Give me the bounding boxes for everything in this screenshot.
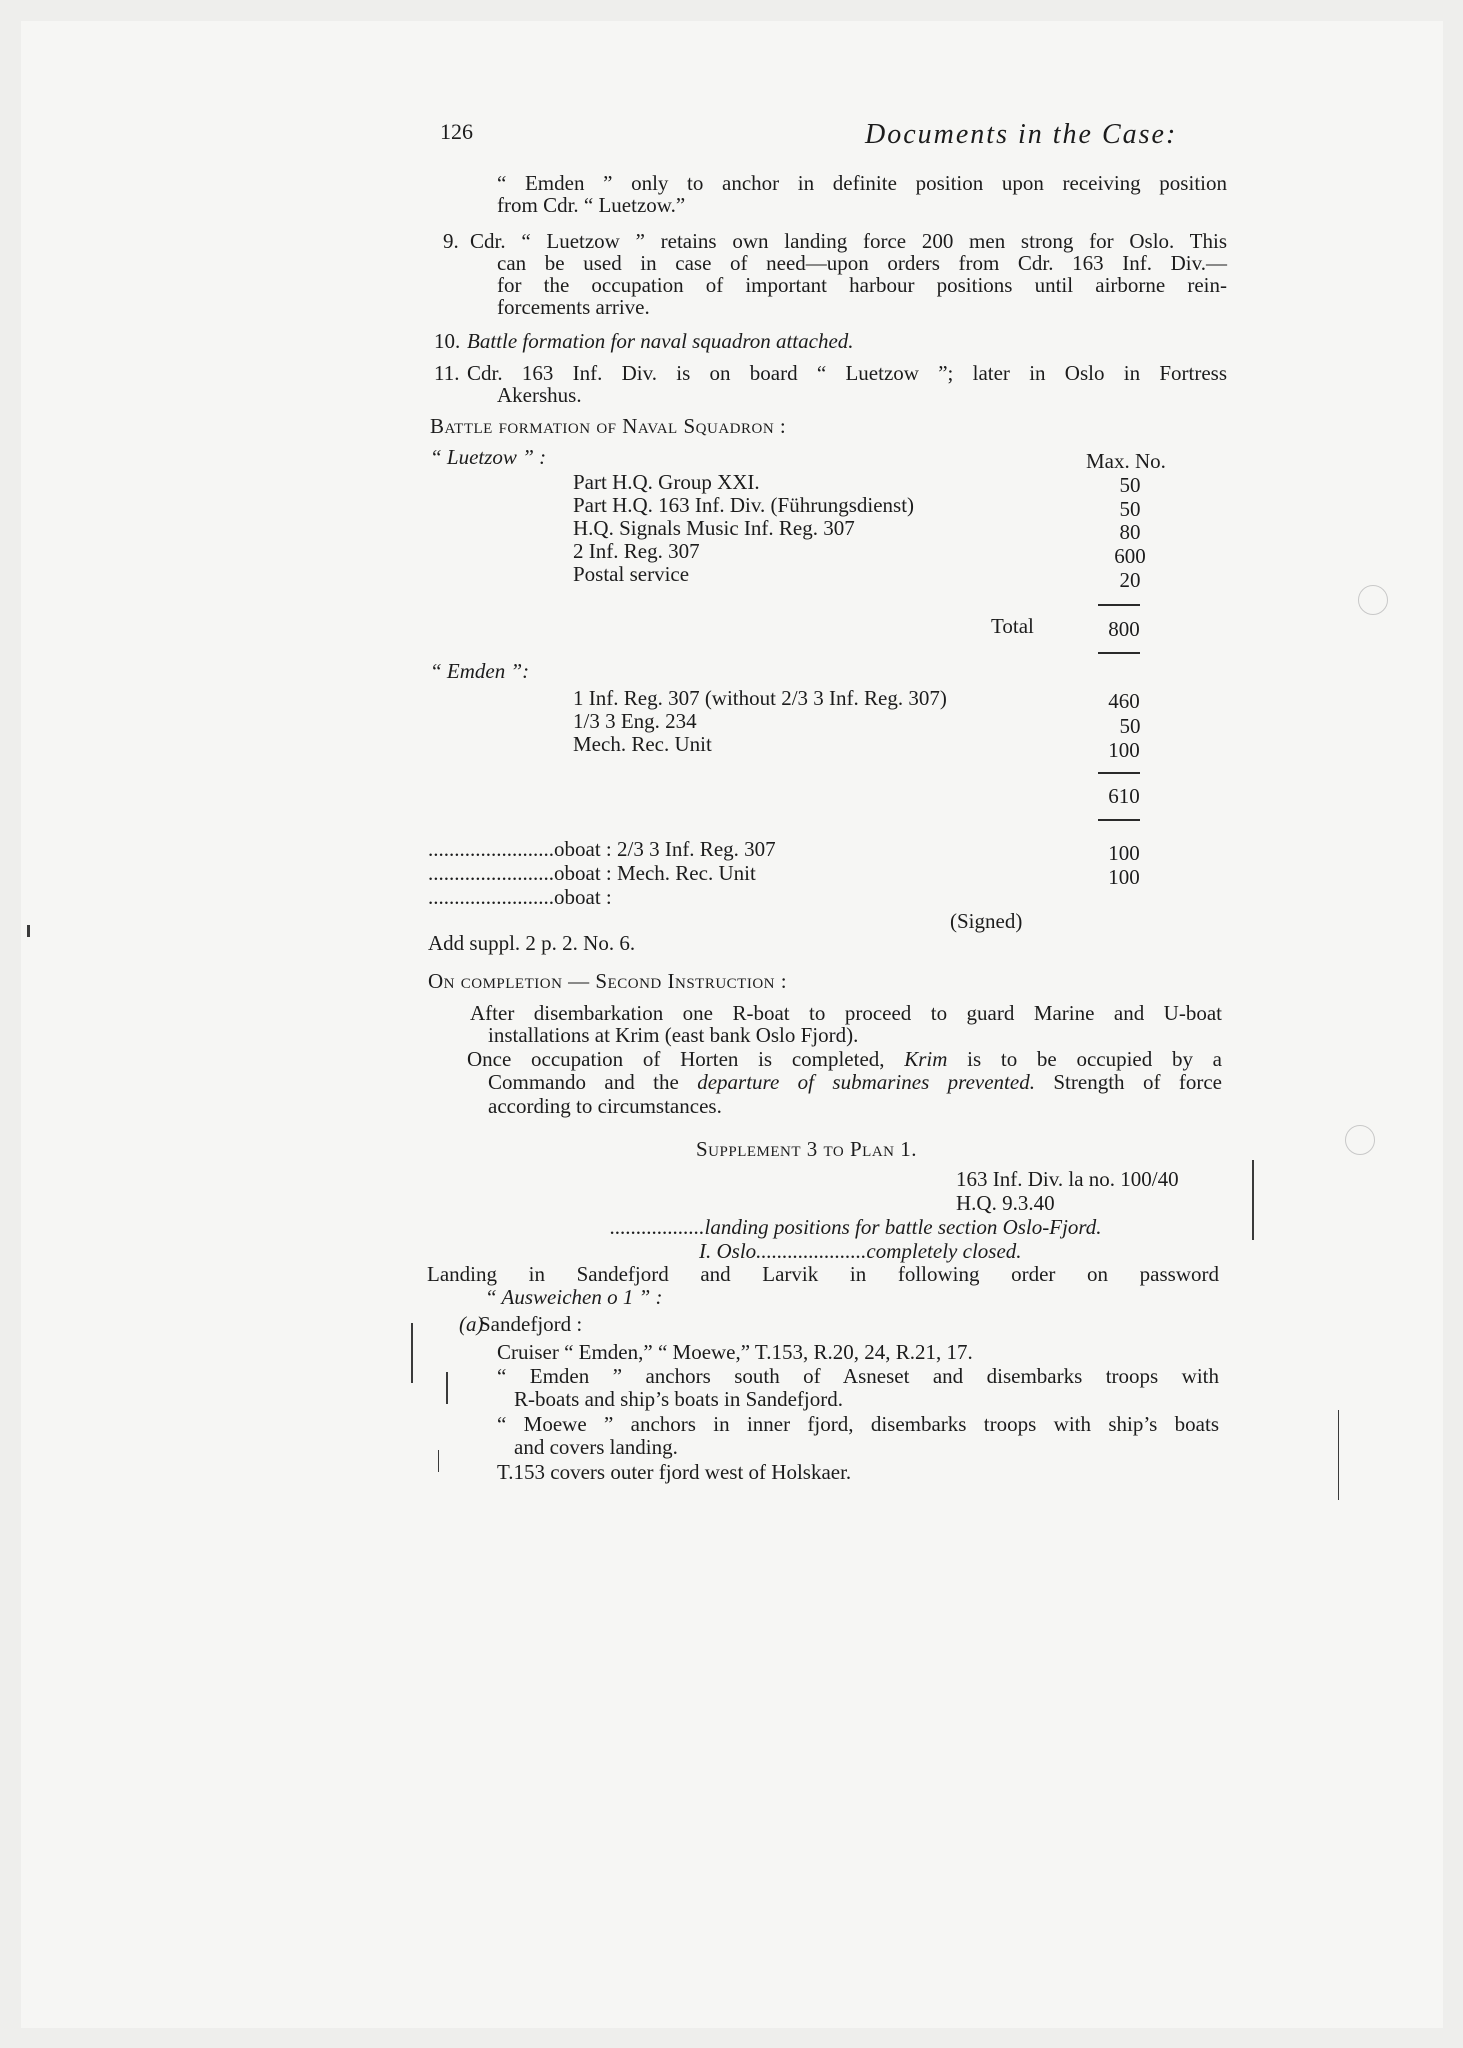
luetzow-num-3: 80 xyxy=(1119,520,1141,544)
margin-mark xyxy=(1252,1160,1254,1240)
running-title: Documents in the Case: xyxy=(865,119,1178,150)
luetzow-num-5: 20 xyxy=(1119,568,1141,592)
item-11-number: 11. xyxy=(434,361,460,385)
item-a-label: (a) xyxy=(459,1312,484,1336)
oboat-line-3: ........................oboat : xyxy=(428,885,612,909)
landing-line-2: “ Ausweichen o 1 ” : xyxy=(485,1285,663,1309)
item-a-place: Sandefjord : xyxy=(479,1312,583,1336)
emden-num-3: 100 xyxy=(1108,738,1140,762)
sandefjord-line-4: “ Moewe ” anchors in inner fjord, disembarks troops with ship’s boats xyxy=(497,1412,1219,1436)
completion-p2-line-1: Once occupation of Horten is completed, Krim is to be occupied by a xyxy=(467,1047,1222,1071)
emden-total-rule xyxy=(1098,819,1140,821)
sandefjord-line-5: and covers landing. xyxy=(514,1435,678,1459)
luetzow-unit-4: 2 Inf. Reg. 307 xyxy=(573,539,700,563)
supplement-heading: Supplement 3 to Plan 1. xyxy=(696,1137,917,1161)
signed: (Signed) xyxy=(950,909,1023,933)
item-11-line-2: Akershus. xyxy=(497,383,582,407)
emden-unit-3: Mech. Rec. Unit xyxy=(573,732,712,756)
oboat-num-1: 100 xyxy=(1108,841,1140,865)
continuation-line-1: “ Emden ” only to anchor in definite position upon receiving position xyxy=(497,171,1227,195)
luetzow-total: 800 xyxy=(1108,617,1140,641)
luetzow-num-1: 50 xyxy=(1119,473,1141,497)
supplement-ref-1: 163 Inf. Div. la no. 100/40 xyxy=(956,1167,1179,1191)
item-10-text: Battle formation for naval squadron attached. xyxy=(467,329,854,353)
supplement-line-2: I. Oslo.....................completely closed. xyxy=(699,1239,1022,1263)
luetzow-total-label: Total xyxy=(991,614,1034,638)
emden-num-2: 50 xyxy=(1119,714,1141,738)
sandefjord-line-1: Cruiser “ Emden,” “ Moewe,” T.153, R.20, 24, R.21, 17. xyxy=(497,1340,973,1364)
item-9-line-3: for the occupation of important harbour positions until airborne rein- xyxy=(497,273,1227,297)
completion-p1-line-2: installations at Krim (east bank Oslo Fjord). xyxy=(488,1023,859,1047)
oboat-line-1: ........................oboat : 2/3 3 Inf. Reg. 307 xyxy=(428,837,776,861)
total-rule xyxy=(1098,652,1140,654)
item-9-line-4: forcements arrive. xyxy=(497,295,650,319)
punch-hole xyxy=(1358,585,1388,615)
subtotal-rule xyxy=(1098,604,1140,606)
completion-p1-line-1: After disembarkation one R-boat to proceed to guard Marine and U-boat xyxy=(470,1001,1222,1025)
completion-p2-line-3: according to circumstances. xyxy=(488,1094,722,1118)
item-10-number: 10. xyxy=(434,329,461,353)
oboat-line-2: ........................oboat : Mech. Rec. Unit xyxy=(428,861,756,885)
punch-hole xyxy=(1345,1125,1375,1155)
completion-heading: On completion — Second Instruction : xyxy=(428,969,788,993)
luetzow-unit-3: H.Q. Signals Music Inf. Reg. 307 xyxy=(573,516,855,540)
emden-unit-1: 1 Inf. Reg. 307 (without 2/3 3 Inf. Reg. 307) xyxy=(573,686,947,710)
sandefjord-line-2: “ Emden ” anchors south of Asneset and disembarks troops with xyxy=(497,1364,1219,1388)
sandefjord-line-6: T.153 covers outer fjord west of Holskaer. xyxy=(497,1460,852,1484)
margin-mark xyxy=(438,1450,439,1472)
margin-mark xyxy=(446,1372,448,1404)
margin-mark xyxy=(411,1323,413,1383)
emden-total: 610 xyxy=(1108,784,1140,808)
luetzow-num-4: 600 xyxy=(1114,544,1146,568)
item-9-line-2: can be used in case of need—upon orders from Cdr. 163 Inf. Div.— xyxy=(497,251,1227,275)
formation-heading: Battle formation of Naval Squadron : xyxy=(430,414,787,438)
item-11-line-1: Cdr. 163 Inf. Div. is on board “ Luetzow ”; later in Oslo in Fortress xyxy=(467,361,1227,385)
emden-subtotal-rule xyxy=(1098,772,1140,774)
item-9-number: 9. xyxy=(443,229,459,253)
sandefjord-line-3: R-boats and ship’s boats in Sandefjord. xyxy=(514,1387,843,1411)
supplement-ref-2: H.Q. 9.3.40 xyxy=(956,1191,1055,1215)
add-supplement: Add suppl. 2 p. 2. No. 6. xyxy=(428,931,636,955)
emden-num-1: 460 xyxy=(1108,689,1140,713)
luetzow-label: “ Luetzow ” : xyxy=(430,445,547,469)
landing-line-1: Landing in Sandefjord and Larvik in following order on password xyxy=(427,1262,1219,1286)
item-9-line-1: Cdr. “ Luetzow ” retains own landing force 200 men strong for Oslo. This xyxy=(470,229,1227,253)
oboat-num-2: 100 xyxy=(1108,865,1140,889)
continuation-line-2: from Cdr. “ Luetzow.” xyxy=(497,193,686,217)
supplement-line-1: ..................landing positions for battle section Oslo-Fjord. xyxy=(610,1215,1102,1239)
margin-mark xyxy=(1338,1410,1339,1500)
luetzow-num-2: 50 xyxy=(1119,497,1141,521)
luetzow-unit-5: Postal service xyxy=(573,562,690,586)
luetzow-unit-1: Part H.Q. Group XXI. xyxy=(573,470,760,494)
page-number: 126 xyxy=(440,119,473,144)
completion-p2-line-2: Commando and the departure of submarines prevented. Strength of force xyxy=(488,1070,1222,1094)
margin-mark xyxy=(27,925,30,937)
max-no-header: Max. No. xyxy=(1086,449,1166,473)
emden-label: “ Emden ”: xyxy=(430,659,530,683)
luetzow-unit-2: Part H.Q. 163 Inf. Div. (Führungsdienst) xyxy=(573,493,915,517)
emden-unit-2: 1/3 3 Eng. 234 xyxy=(573,709,697,733)
